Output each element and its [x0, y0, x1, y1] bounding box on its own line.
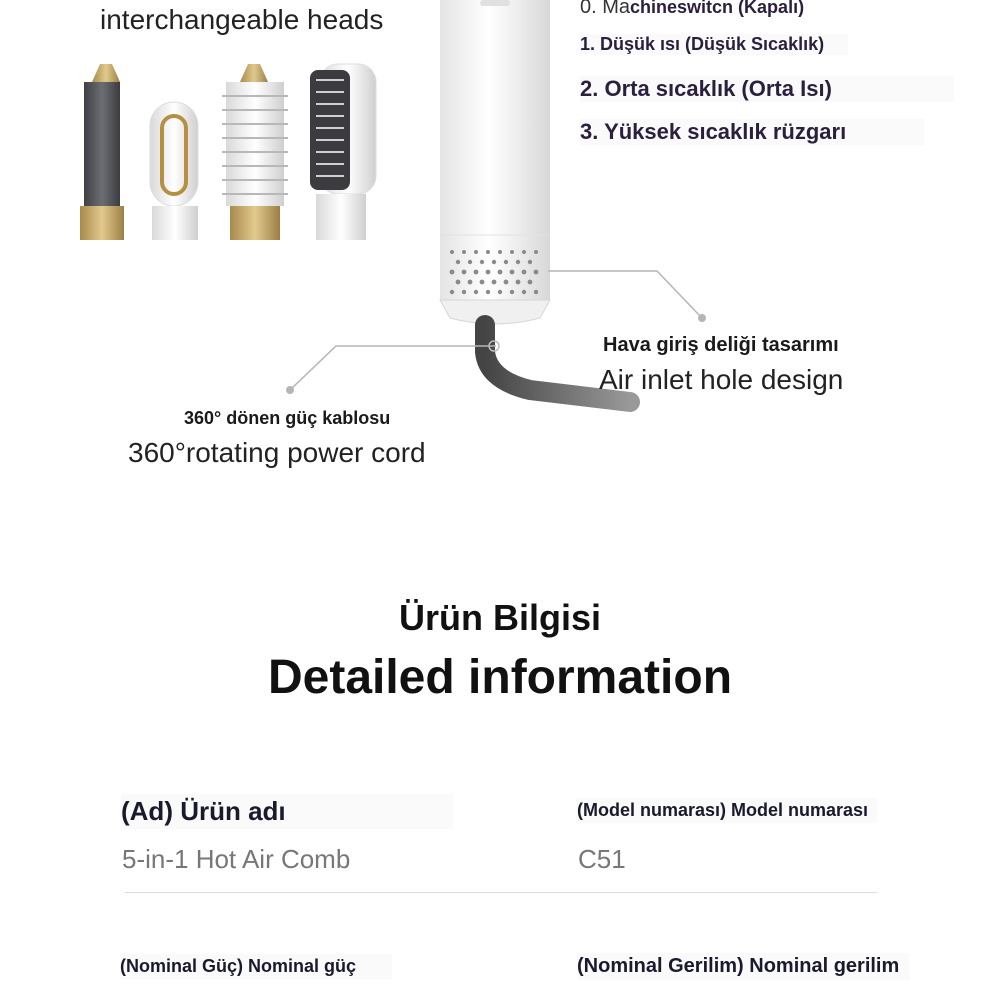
power-cord-label-tr: 360° dönen güç kablosu: [184, 408, 391, 428]
power-cord-label-en: 360°rotating power cord: [128, 437, 426, 468]
spec-divider: [125, 892, 877, 893]
model-number-label: (Model numarası) Model numarası: [577, 798, 877, 823]
switch-level-2: 2. Orta sıcaklık (Orta Isı): [580, 76, 954, 102]
callout-lines: [0, 0, 1000, 500]
switch-level-3: 3. Yüksek sıcaklık rüzgarı: [580, 119, 924, 145]
air-inlet-label-en: Air inlet hole design: [599, 364, 844, 395]
model-number-value: C51: [578, 844, 626, 874]
rated-power-label: (Nominal Güç) Nominal güç: [120, 954, 392, 979]
air-inlet-label-tr: Hava giriş deliği tasarımı: [603, 334, 839, 356]
switch-level-0: 0. Machineswitcn (Kapalı): [580, 0, 828, 19]
rated-voltage-label: (Nominal Gerilim) Nominal gerilim: [577, 953, 909, 980]
attachments-caption: interchangeable heads: [100, 4, 384, 35]
product-name-value: 5-in-1 Hot Air Comb: [122, 844, 351, 874]
section-title-tr: Ürün Bilgisi: [398, 597, 601, 638]
product-name-label: (Ad) Ürün adı: [121, 794, 453, 829]
section-title-en: Detailed information: [267, 651, 733, 704]
switch-level-1: 1. Düşük ısı (Düşük Sıcaklık): [580, 34, 848, 55]
